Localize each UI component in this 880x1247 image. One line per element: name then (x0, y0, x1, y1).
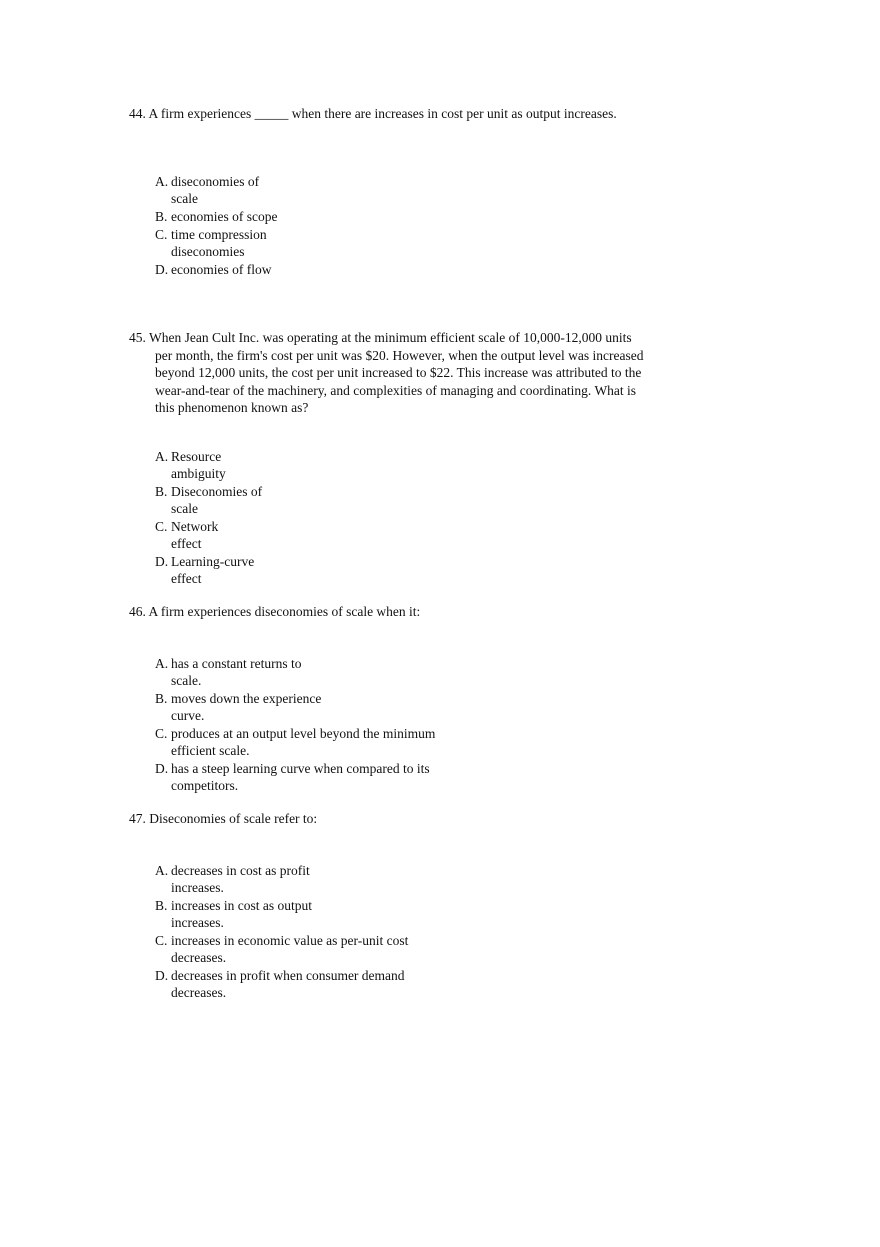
question-number: 44. (129, 106, 146, 121)
option-text: Learning-curve effect (171, 554, 255, 586)
question-47 (129, 810, 649, 1000)
question-stem (129, 810, 649, 828)
option-text: moves down the experience curve. (171, 691, 322, 723)
option-d[interactable] (155, 967, 439, 1001)
option-letter: B. (155, 898, 168, 913)
option-text: decreases in cost as profit increases. (171, 863, 310, 895)
option-text: increases in economic value as per-unit cost decreases. (171, 933, 409, 965)
option-letter: B. (155, 691, 168, 706)
option-text: diseconomies of scale (171, 174, 260, 206)
option-letter: D. (155, 761, 169, 776)
option-c[interactable] (155, 725, 471, 759)
option-d[interactable] (155, 261, 281, 278)
option-letter: A. (155, 863, 169, 878)
option-text: time compression diseconomies (171, 227, 267, 259)
question-45 (129, 329, 649, 586)
question-46 (129, 603, 649, 793)
option-a[interactable] (155, 173, 281, 207)
option-letter: C. (155, 519, 168, 534)
question-text: When Jean Cult Inc. was operating at the minimum efficient scale of 10,000-12,000 units per month, the firm's cost per unit was $20. However, when the output level was increased beyond 12,000 units, the cost per unit increased to $22. This increase was attributed to the wear-and-tear of the machinery, and complexities of managing and coordinating. What is this phenomenon known as? (149, 330, 644, 415)
option-d[interactable] (155, 760, 466, 794)
option-text: increases in cost as output increases. (171, 898, 312, 930)
option-text: has a steep learning curve when compared to its competitors. (171, 761, 430, 793)
question-stem (129, 105, 649, 123)
answer-options (155, 173, 283, 279)
option-letter: A. (155, 174, 169, 189)
option-letter: D. (155, 968, 169, 983)
option-letter: C. (155, 227, 168, 242)
option-letter: A. (155, 656, 169, 671)
option-a[interactable] (155, 655, 331, 689)
question-number: 46. (129, 604, 146, 619)
option-text: decreases in profit when consumer demand decreases. (171, 968, 405, 1000)
answer-options (155, 862, 443, 1002)
option-letter: C. (155, 933, 168, 948)
option-a[interactable] (155, 862, 331, 896)
option-b[interactable] (155, 208, 281, 225)
question-stem (129, 329, 649, 417)
option-b[interactable] (155, 897, 331, 931)
question-text: A firm experiences _____ when there are increases in cost per unit as output increases. (148, 106, 617, 121)
option-c[interactable] (155, 518, 241, 552)
answer-options (155, 655, 471, 795)
option-letter: B. (155, 484, 168, 499)
option-text: produces at an output level beyond the minimum efficient scale. (171, 726, 436, 758)
option-d[interactable] (155, 553, 271, 587)
option-c[interactable] (155, 226, 283, 260)
option-letter: C. (155, 726, 168, 741)
option-b[interactable] (155, 483, 271, 517)
option-letter: D. (155, 262, 169, 277)
option-b[interactable] (155, 690, 351, 724)
question-44 (129, 105, 649, 277)
option-c[interactable] (155, 932, 443, 966)
option-letter: D. (155, 554, 169, 569)
option-text: Resource ambiguity (171, 449, 226, 481)
question-stem (129, 603, 649, 621)
option-text: Network effect (171, 519, 219, 551)
question-number: 45. (129, 330, 146, 345)
option-text: has a constant returns to scale. (171, 656, 302, 688)
option-text: economies of scope (171, 209, 278, 224)
option-a[interactable] (155, 448, 241, 482)
answer-options (155, 448, 271, 588)
option-text: economies of flow (171, 262, 272, 277)
question-text: A firm experiences diseconomies of scale when it: (148, 604, 421, 619)
question-text: Diseconomies of scale refer to: (149, 811, 318, 826)
question-number: 47. (129, 811, 146, 826)
option-letter: B. (155, 209, 168, 224)
option-text: Diseconomies of scale (171, 484, 263, 516)
option-letter: A. (155, 449, 169, 464)
